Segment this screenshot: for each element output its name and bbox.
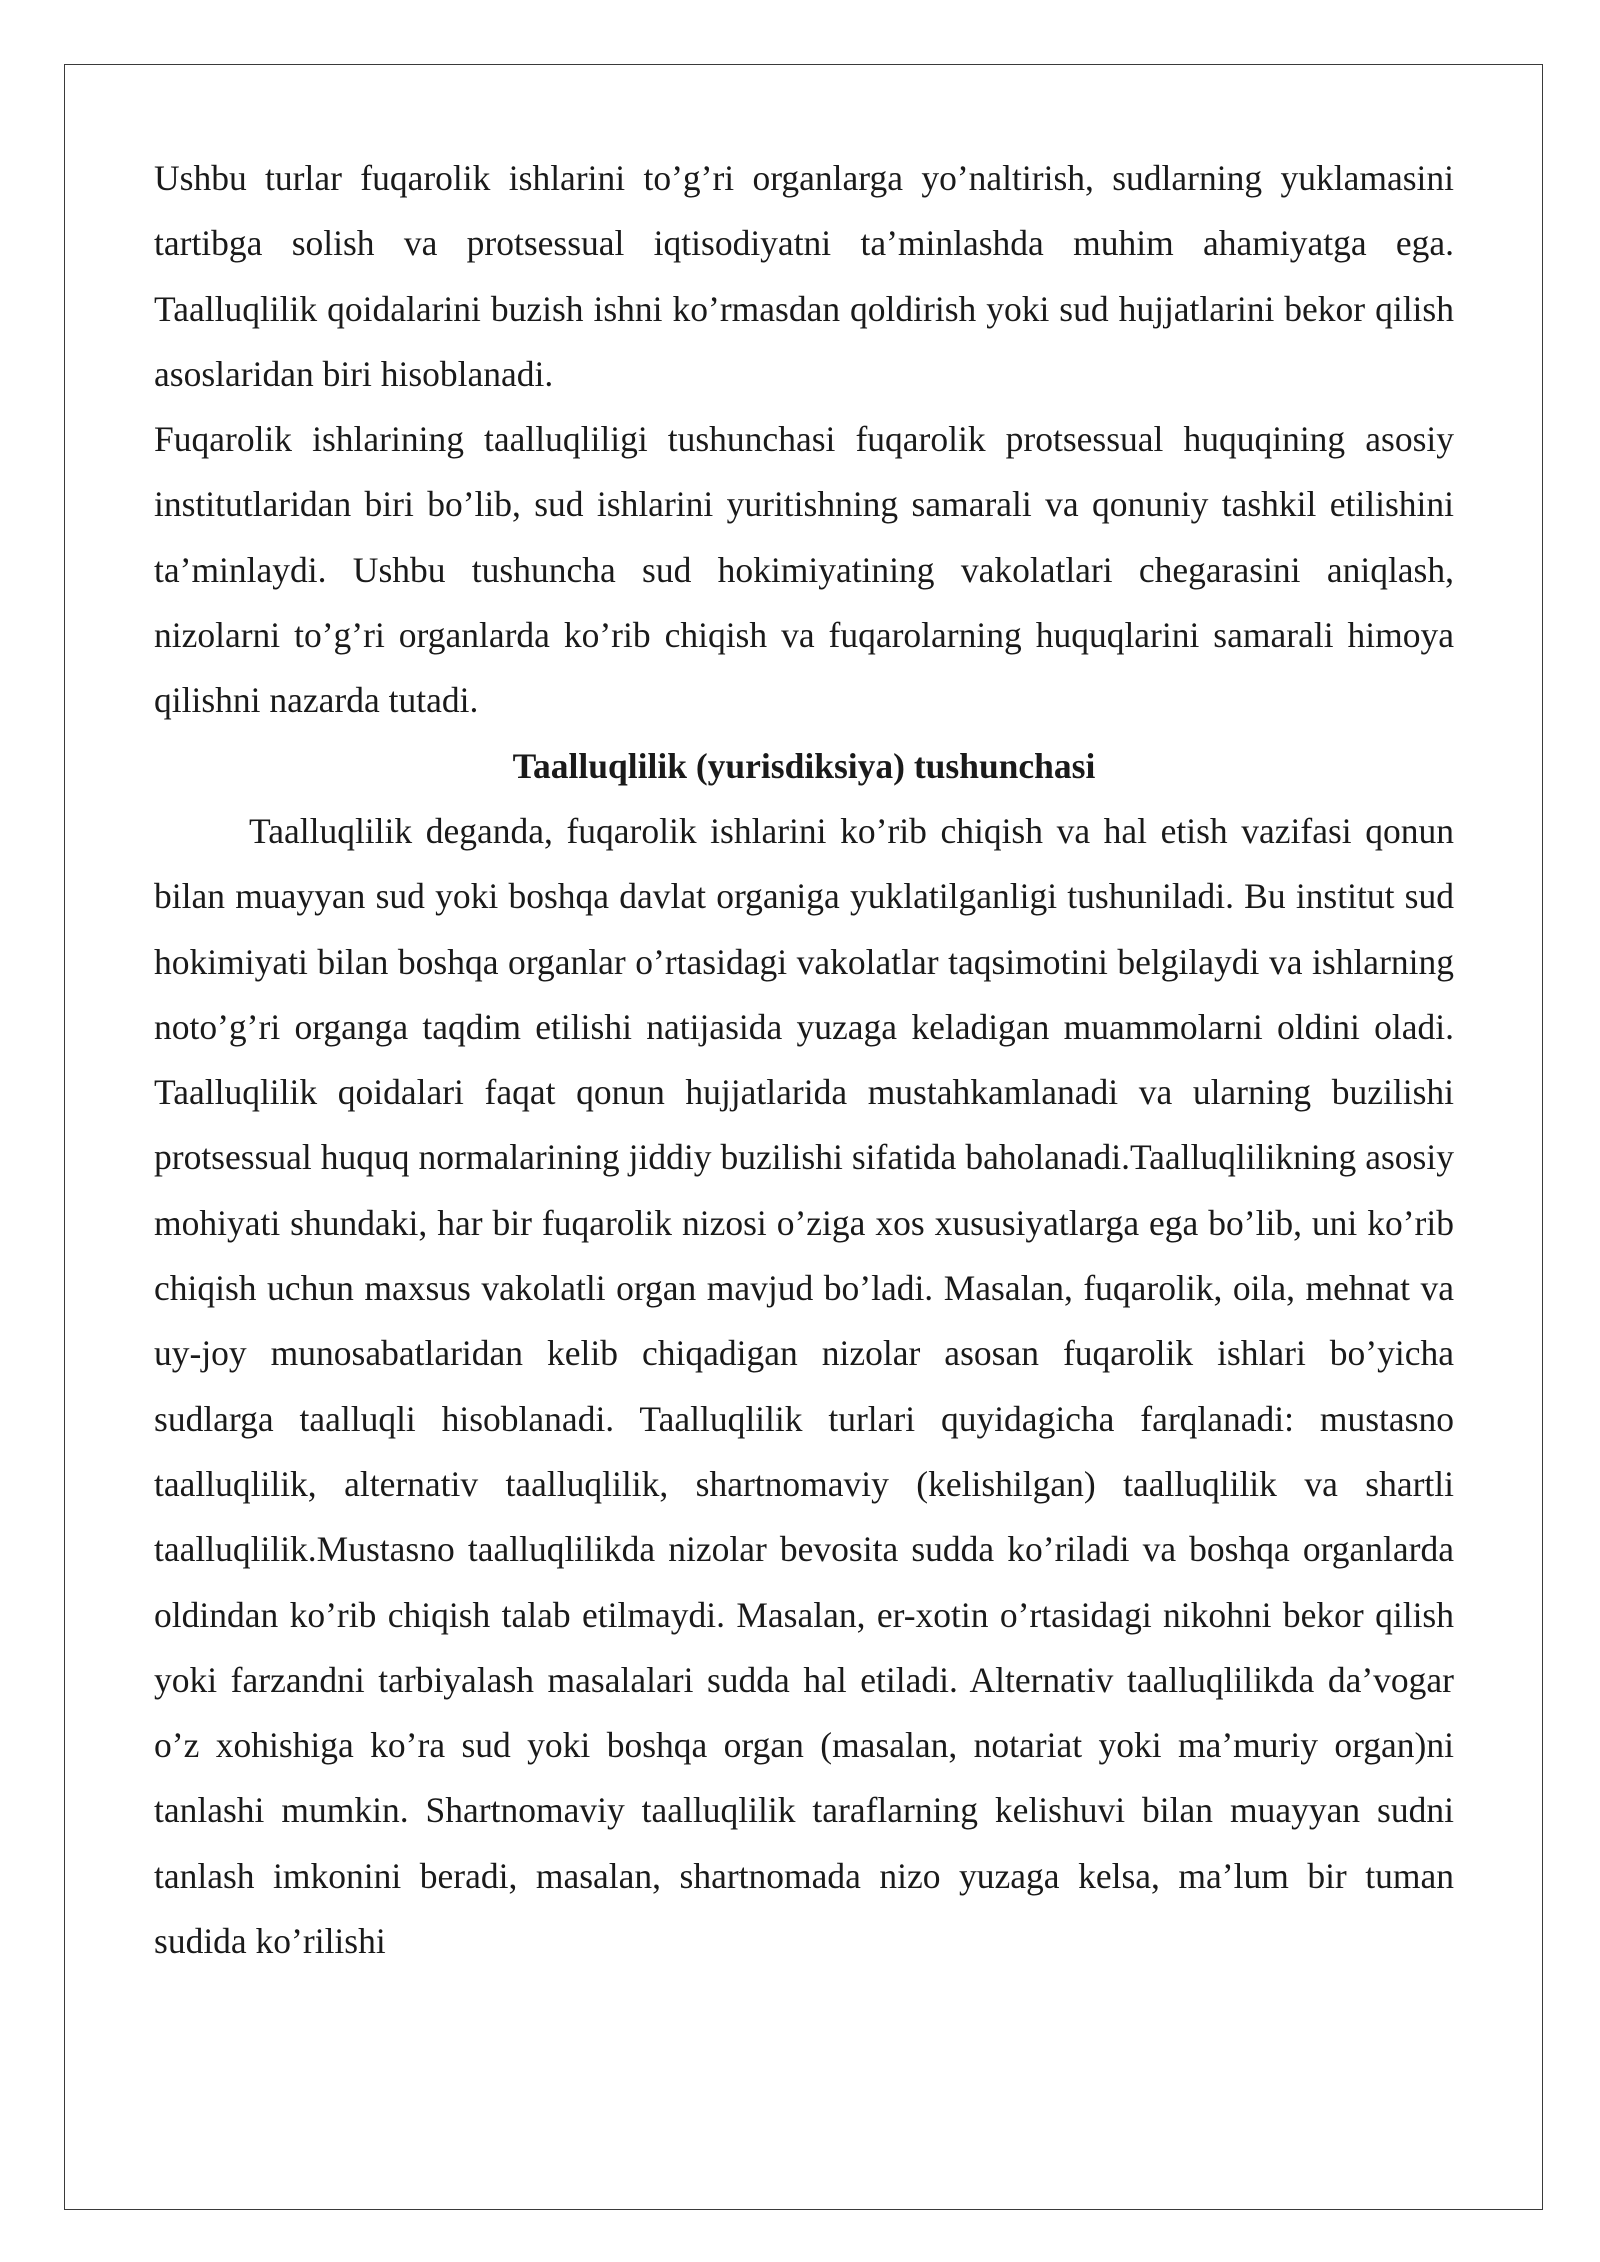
paragraph-jurisdiction-types-importance: Ushbu turlar fuqarolik ishlarini to’g’ri organlarga yo’naltirish, sudlarning yuklamasini tartibga solish va protsessual iqtisodiyatni ta’minlashda muhim ahamiyatga ega. Taalluqlilik qoidalarini buzish ishni ko’rmasdan qoldirish yoki sud hujjatlarini bekor qilish asoslaridan biri hisoblanadi.	[154, 158, 1454, 394]
document-body	[154, 146, 1454, 1974]
paragraph-jurisdiction-concept-intro: Fuqarolik ishlarining taalluqliligi tushunchasi fuqarolik protsessual huquqining asosiy institutlaridan biri bo’lib, sud ishlarini yuritishning samarali va qonuniy tashkil etilishini ta’minlaydi. Ushbu tushuncha sud hokimiyatining vakolatlari chegarasini aniqlash, nizolarni to’g’ri organlarda ko’rib chiqish va fuqarolarning huquqlarini samarali himoya qilishni nazarda tutadi.	[154, 419, 1454, 721]
paragraph-jurisdiction-definition: Taalluqlilik deganda, fuqarolik ishlarini ko’rib chiqish va hal etish vazifasi qonun bilan muayyan sud yoki boshqa davlat organiga yuklatilganligi tushuniladi. Bu institut sud hokimiyati bilan boshqa organlar o’rtasidagi vakolatlar taqsimotini belgilaydi va ishlarning noto’g’ri organga taqdim etilishi natijasida yuzaga keladigan muammolarni oldini oladi. Taalluqlilik qoidalari faqat qonun hujjatlarida mustahkamlanadi va ularning buzilishi protsessual huquq normalarining jiddiy buzilishi sifatida baholanadi.Taalluqlilikning asosiy mohiyati shundaki, har bir fuqarolik nizosi o’ziga xos xususiyatlarga ega bo’lib, uni ko’rib chiqish uchun maxsus vakolatli organ mavjud bo’ladi. Masalan, fuqarolik, oila, mehnat va uy-joy munosabatlaridan kelib chiqadigan nizolar asosan fuqarolik ishlari bo’yicha sudlarga taalluqli hisoblanadi. Taalluqlilik turlari quyidagicha farqlanadi: mustasno taalluqlilik, alternativ taalluqlilik, shartnomaviy (kelishilgan) taalluqlilik va shartli taalluqlilik.Mustasno taalluqlilikda nizolar bevosita sudda ko’riladi va boshqa organlarda oldindan ko’rib chiqish talab etilmaydi. Masalan, er-xotin o’rtasidagi nikohni bekor qilish yoki farzandni tarbiyalash masalalari sudda hal etiladi. Alternativ taalluqlilikda da’vogar o’z xohishiga ko’ra sud yoki boshqa organ (masalan, notariat yoki ma’muriy organ)ni tanlashi mumkin. Shartnomaviy taalluqlilik taraflarning kelishuvi bilan muayyan sudni tanlash imkonini beradi, masalan, shartnomada nizo yuzaga kelsa, ma’lum bir tuman sudida ko’rilishi	[154, 810, 1454, 1962]
section-heading: Taalluqlilik (yurisdiksiya) tushunchasi	[512, 745, 1096, 786]
